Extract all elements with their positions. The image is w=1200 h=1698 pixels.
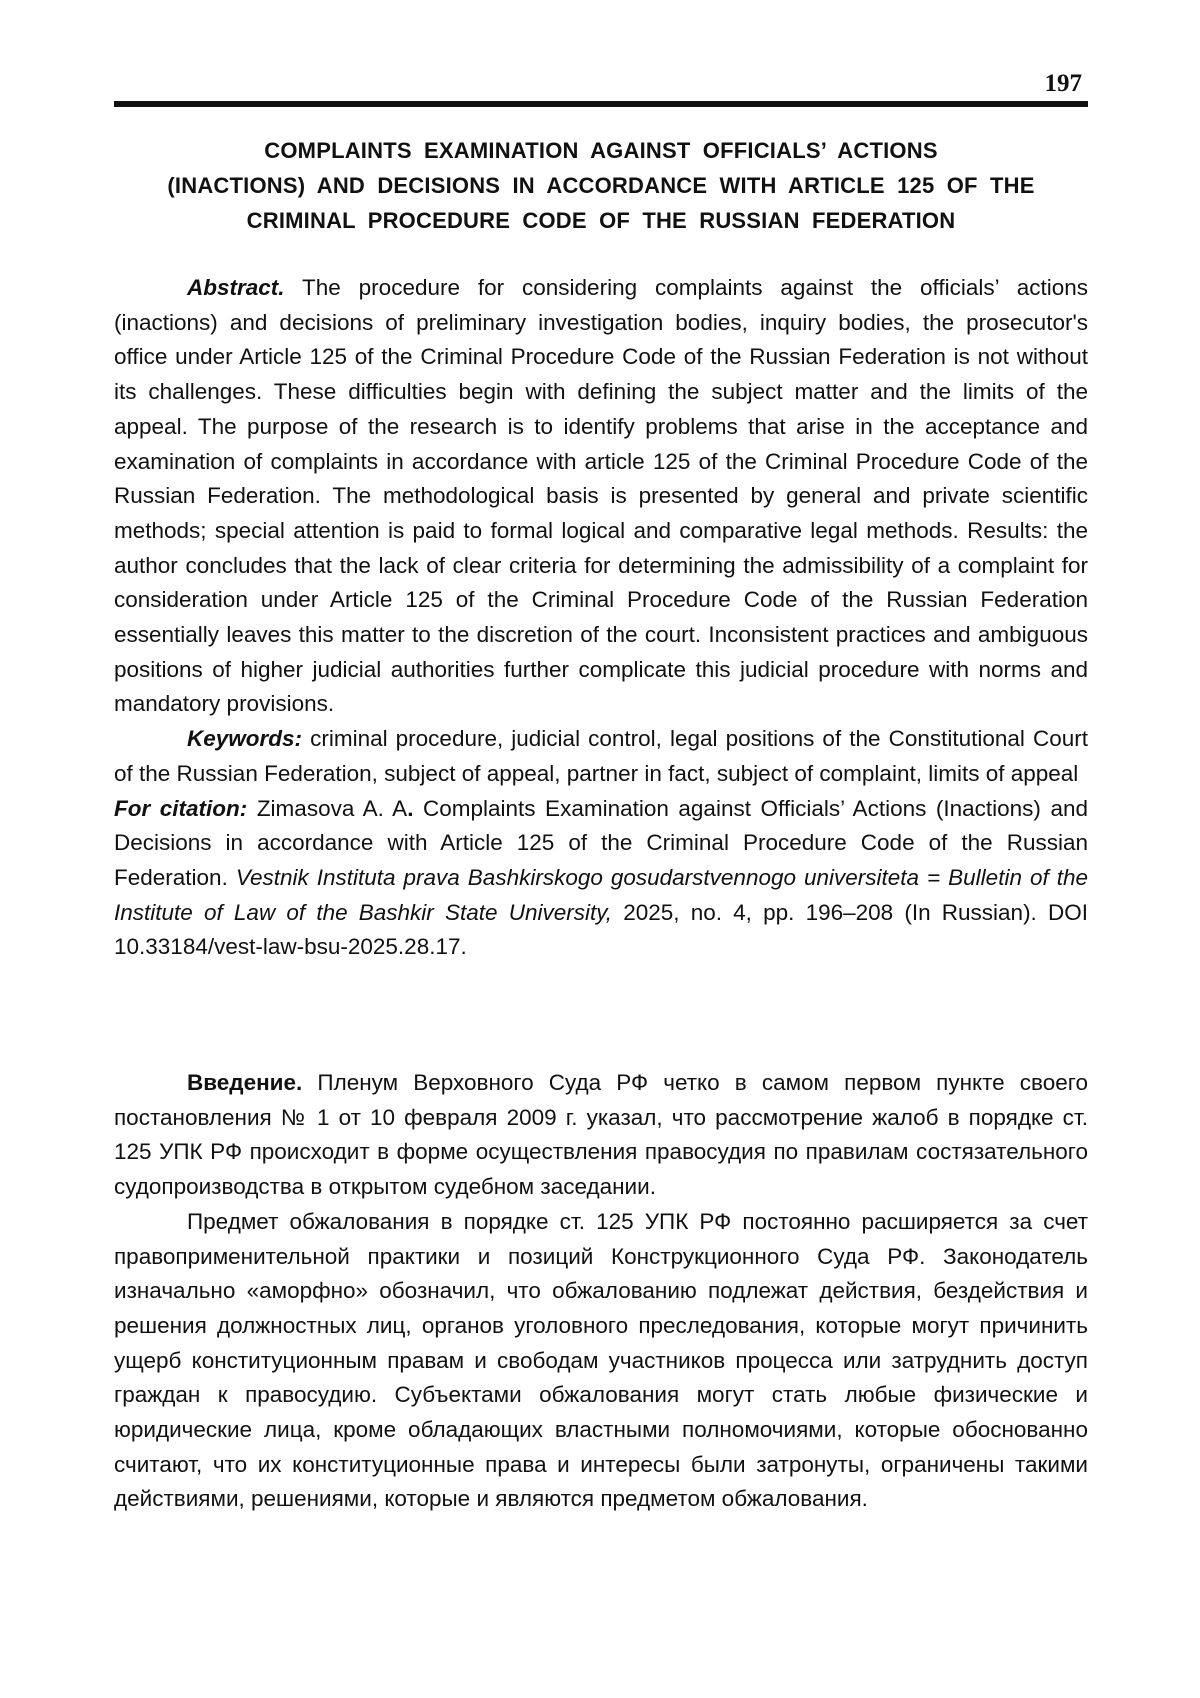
title-line: CRIMINAL PROCEDURE CODE OF THE RUSSIAN FEDERATION xyxy=(246,208,956,233)
citation-paragraph xyxy=(114,792,1088,966)
page-number: 197 xyxy=(1044,70,1082,97)
citation-title: Complaints Examination against Officials’ Actions (Inactions) and Decisions in accordance with Article 125 of the Criminal Procedure Code of the Russian Federation. xyxy=(114,795,1088,890)
keywords-paragraph xyxy=(114,722,1088,791)
title-line: COMPLAINTS EXAMINATION AGAINST OFFICIALS’ ACTIONS xyxy=(264,138,938,163)
citation-details: 2025, no. 4, pp. 196–208 (In Russian). DOI 10.33184/vest-law-bsu-2025.28.17. xyxy=(114,899,1088,960)
abstract-label: Abstract. xyxy=(187,275,285,300)
citation-journal: Vestnik Instituta prava Bashkirskogo gosudarstvennogo universiteta = Bulletin of the Institute of Law of the Bashkir State University, xyxy=(114,864,1088,925)
article-title xyxy=(114,133,1088,238)
abstract-text: The procedure for considering complaints against the officials’ actions (inactions) and decisions of preliminary investigation bodies, inquiry bodies, the prosecutor's office under Article 125 of the Criminal Procedure Code of the Russian Federation is not without its challenges. These difficulties begin with defining the subject matter and the limits of the appeal. The purpose of the research is to identify problems that arise in the acceptance and examination of complaints in accordance with article 125 of the Criminal Procedure Code of the Russian Federation. The methodological basis is presented by general and private scientific methods; special attention is paid to formal logical and comparative legal methods. Results: the author concludes that the lack of clear criteria for determining the admissibility of a complaint for consideration under Article 125 of the Criminal Procedure Code of the Russian Federation essentially leaves this matter to the discretion of the court. Inconsistent practices and ambiguous positions of higher judicial authorities further complicate this judicial procedure with norms and mandatory provisions. xyxy=(114,275,1088,717)
keywords-label: Keywords: xyxy=(187,726,303,752)
intro-paragraph xyxy=(114,1066,1088,1205)
intro-label: Введение. xyxy=(187,1070,303,1095)
citation-author-dot: . xyxy=(407,795,414,821)
citation-author: Zimasova A. A xyxy=(247,795,408,821)
title-line: (INACTIONS) AND DECISIONS IN ACCORDANCE WITH ARTICLE 125 OF THE xyxy=(167,173,1035,198)
abstract-paragraph xyxy=(114,271,1088,722)
header-rule xyxy=(114,101,1088,107)
introduction-section xyxy=(114,1066,1088,1517)
keywords-text: criminal procedure, judicial control, legal positions of the Constitutional Court of the Russian Federation, subject of appeal, partner in fact, subject of complaint, limits of appeal xyxy=(114,726,1088,786)
intro-text: Пленум Верховного Суда РФ четко в самом первом пункте своего постановления № 1 от 10 февраля 2009 г. указал, что рассмотрение жалоб в порядке ст. 125 УПК РФ происходит в форме осуществления правосудия по правилам состязательного судопроизводства в открытом судебном заседании. xyxy=(114,1070,1088,1200)
citation-label: For citation: xyxy=(114,795,248,821)
abstract-section xyxy=(114,271,1088,965)
body-paragraph: Предмет обжалования в порядке ст. 125 УПК РФ постоянно расширяется за счет правоприменительной практики и позиций Конструкционного Суда РФ. Законодатель изначально «аморфно» обозначил, что обжалованию подлежат действия, бездействия и решения должностных лиц, органов уголовного преследования, которые могут причинить ущерб конституционным правам и свободам участников процесса или затруднить доступ граждан к правосудию. Субъектами обжалования могут стать любые физические и юридические лица, кроме обладающих властными полномочиями, которые обоснованно считают, что их конституционные права и интересы были затронуты, ограничены такими действиями, решениями, которые и являются предметом обжалования. xyxy=(114,1208,1088,1512)
